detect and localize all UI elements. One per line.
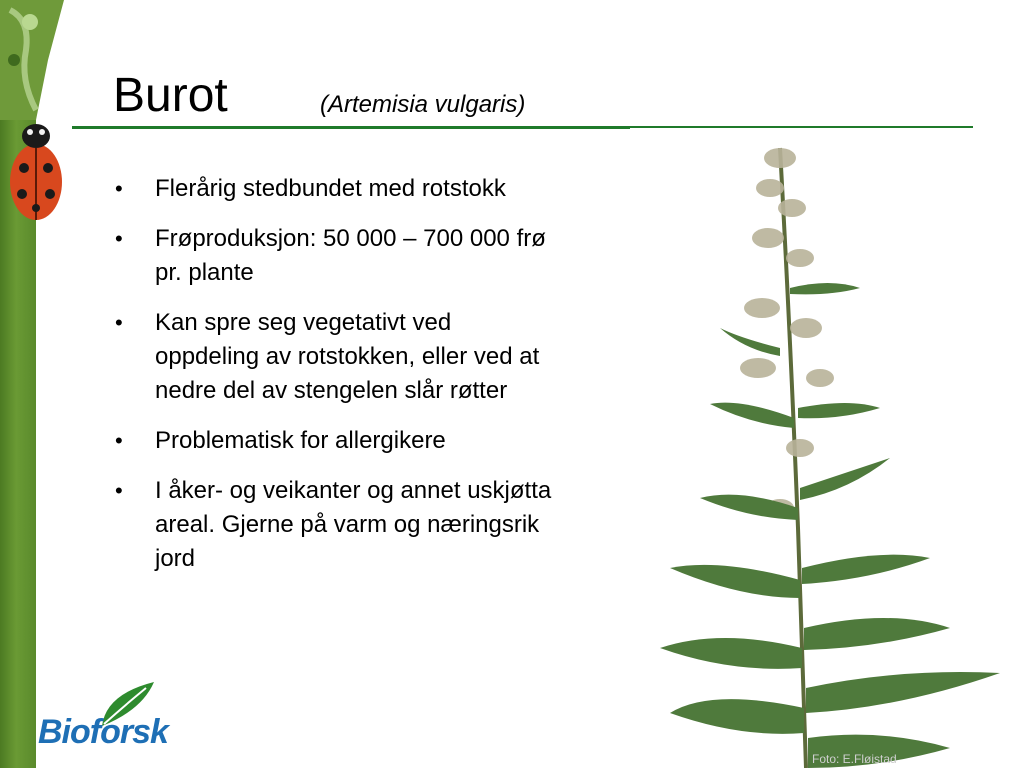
title-row xyxy=(113,68,973,128)
bioforsk-logo xyxy=(38,680,188,760)
bullet-glyph: • xyxy=(115,176,123,201)
plant-photo xyxy=(630,128,1024,768)
bullet-text: Flerårig stedbundet med rotstokk xyxy=(155,175,506,202)
bullet-text: Frøproduksjon: 50 000 – 700 000 frø pr. plante xyxy=(155,225,546,286)
bullet-glyph: • xyxy=(115,310,123,335)
stem-decoration xyxy=(0,0,64,120)
bullet-glyph: • xyxy=(115,478,123,503)
bullet-item xyxy=(113,222,553,290)
bullet-item xyxy=(113,424,553,458)
slide-subtitle: (Artemisia vulgaris) xyxy=(320,91,526,118)
bullet-text: I åker- og veikanter og annet uskjøtta areal. Gjerne på varm og næringsrik jord xyxy=(155,477,552,572)
bullet-item xyxy=(113,474,553,576)
bullet-item xyxy=(113,306,553,408)
bullet-glyph: • xyxy=(115,226,123,251)
ladybug-icon xyxy=(4,110,68,226)
bullet-item xyxy=(113,172,553,206)
bullet-text: Kan spre seg vegetativt ved oppdeling av rotstokken, eller ved at nedre del av stengelen slår røtter xyxy=(155,309,540,404)
bullet-text: Problematisk for allergikere xyxy=(155,427,446,454)
photo-credit: Foto: E.Fløistad xyxy=(812,752,897,766)
logo-wordmark: Bioforsk xyxy=(38,713,168,751)
slide-title: Burot xyxy=(113,69,228,122)
bullet-list xyxy=(113,172,553,592)
bullet-glyph: • xyxy=(115,428,123,453)
